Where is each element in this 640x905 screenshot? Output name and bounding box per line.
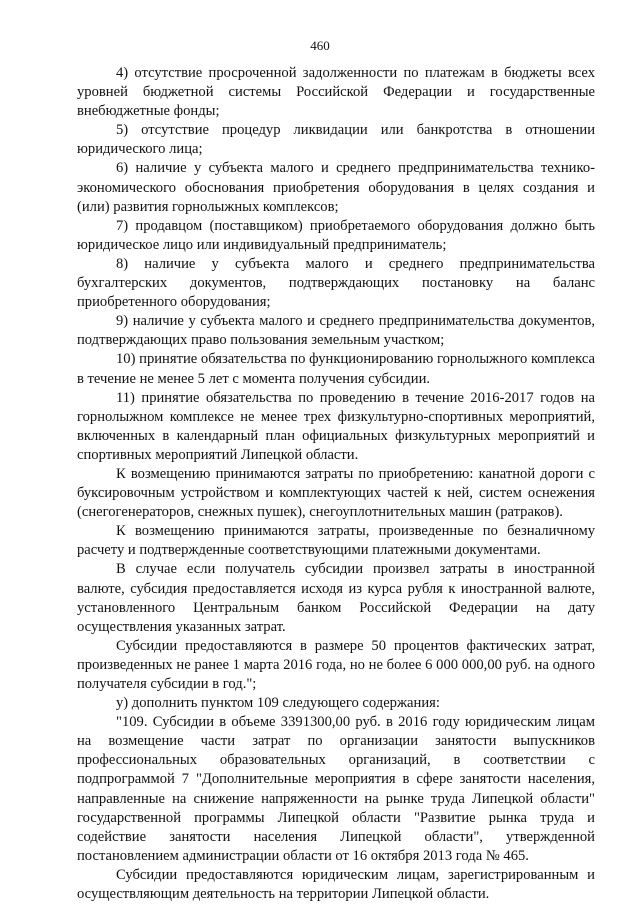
paragraph: В случае если получатель субсидии произвел затраты в иностранной валюте, субсидия предоставляется исходя из курса рубля к иностранной валюте, установленного Центральным банком Российской Федерации на дату осуществления указанных затрат. <box>77 561 595 635</box>
paragraph: 6) наличие у субъекта малого и среднего предпринимательства технико-экономического обоснования приобретения оборудования в целях создания и (или) развития горнолыжных комплексов; <box>77 160 595 215</box>
paragraph: К возмещению принимаются затраты, произведенные по безналичному расчету и подтвержденные соответствующими платежными документами. <box>77 523 595 559</box>
body-text <box>77 64 595 904</box>
page-number: 460 <box>310 38 330 53</box>
paragraph: 4) отсутствие просроченной задолженности по платежам в бюджеты всех уровней бюджетной системы Российской Федерации и государственные внебюджетные фонды; <box>77 65 595 120</box>
paragraph: 8) наличие у субъекта малого и среднего предпринимательства бухгалтерских документов, подтверждающих постановку на баланс приобретенного оборудования; <box>77 255 595 311</box>
paragraph: 7) продавцом (поставщиком) приобретаемого оборудования должно быть юридическое лицо или индивидуальный предприниматель; <box>77 217 595 253</box>
paragraph: Субсидии предоставляются юридическим лицам, зарегистрированным и осуществляющим деятельность на территории Липецкой области. <box>77 866 595 903</box>
paragraph: "109. Субсидии в объеме 3391300,00 руб. в 2016 году юридическим лицам на возмещение части затрат по организации занятости выпускников профессиональных образовательных организаций, в соответствии с подпрограммой 7 "Дополнительные мероприятия в сфере занятости населения, направленные на снижение напряженности на рынке труда Липецкой области" государственной программы Липецкой области "Развитие рынка труда и содействие занятости населения Липецкой области", утвержденной постановлением администрации области от 16 октября 2013 года № 465. <box>77 714 595 864</box>
paragraph: К возмещению принимаются затраты по приобретению: канатной дороги с буксировочным устройством и комплектующих частей к ней, систем оснежения (снегогенераторов, снежных пушек), снегоуплотнительных машин (ратраков). <box>77 465 595 521</box>
paragraph: 9) наличие у субъекта малого и среднего предпринимательства документов, подтверждающих право пользования земельным участком; <box>77 313 595 349</box>
paragraph: 5) отсутствие процедур ликвидации или банкротства в отношении юридического лица; <box>77 122 595 158</box>
paragraph: Субсидии предоставляются в размере 50 процентов фактических затрат, произведенных не ранее 1 марта 2016 года, но не более 6 000 000,00 руб. на одного получателя субсидии в год."; <box>77 637 595 692</box>
paragraph: 11) принятие обязательства по проведению в течение 2016-2017 годов на горнолыжном комплексе не менее трех физкультурно-спортивных мероприятий, включенных в календарный план официальных физкультурных мероприятий и спортивных мероприятий Липецкой области. <box>77 389 595 463</box>
paragraph: у) дополнить пунктом 109 следующего содержания: <box>116 695 440 712</box>
paragraph: 10) принятие обязательства по функционированию горнолыжного комплекса в течение не менее 5 лет с момента получения субсидии. <box>77 351 595 387</box>
